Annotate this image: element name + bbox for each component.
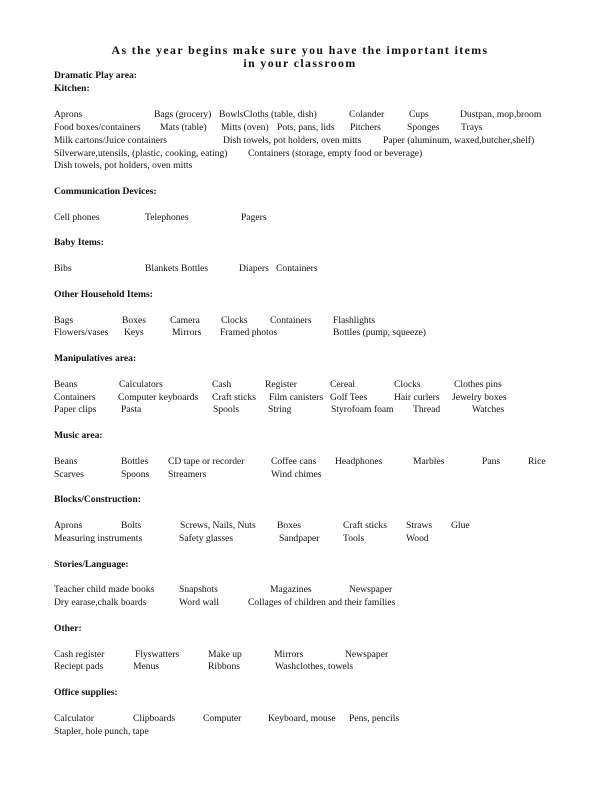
list-item: Food boxes/containers [54, 122, 141, 133]
list-row [0, 404, 600, 417]
list-item: Cell phones [54, 212, 100, 223]
list-item: Clipboards [133, 713, 176, 724]
list-item: Wood [406, 533, 429, 544]
list-item: Teacher child made books [54, 584, 155, 595]
title-line-1: As the year begins make sure you have the important items [111, 43, 489, 57]
list-row [0, 263, 600, 276]
list-item: Coffee cans [271, 456, 317, 467]
list-item: Keys [124, 327, 144, 338]
list-item: Straws [406, 520, 433, 531]
section-heading-dramatic-play: Dramatic Play area: [54, 70, 137, 81]
list-item: Clocks [221, 315, 248, 326]
list-row [0, 520, 600, 533]
list-item: Cereal [330, 379, 356, 390]
list-item: Tools [343, 533, 365, 544]
list-item: Film canisters [269, 392, 324, 403]
list-item: Beans [54, 379, 78, 390]
list-item: Safety glasses [179, 533, 234, 544]
section-heading-manipulatives: Manipulatives area: [54, 353, 137, 364]
list-item: Bags (grocery) [154, 109, 212, 120]
list-item: Newspaper [345, 649, 389, 660]
list-item: Collages of children and their families [248, 597, 396, 608]
section-heading-blocks: Blocks/Construction: [54, 494, 141, 505]
list-item: CD tape or recorder [168, 456, 245, 467]
list-item: Colander [349, 109, 385, 120]
list-item: Pitchers [350, 122, 381, 133]
list-item: Pagers [241, 212, 267, 223]
list-item: Glue [451, 520, 470, 531]
list-item: Trays [461, 122, 483, 133]
list-row [0, 160, 600, 173]
list-item: Dish towels, pot holders, oven mitts [54, 160, 193, 171]
list-row [0, 533, 600, 546]
list-item: Camera [170, 315, 200, 326]
list-item: Flowers/vases [54, 327, 109, 338]
list-item: Cash [212, 379, 232, 390]
list-item: Craft sticks [212, 392, 256, 403]
list-item: Sponges [407, 122, 440, 133]
list-item: Register [265, 379, 297, 390]
list-item: String [268, 404, 292, 415]
list-item: Boxes [277, 520, 301, 531]
list-item: Containers (storage, empty food or beverage) [248, 148, 423, 159]
section-heading-communication: Communication Devices: [54, 186, 157, 197]
list-item: Streamers [168, 469, 207, 480]
list-item: Watches [472, 404, 505, 415]
list-item: Framed photos [220, 327, 278, 338]
list-item: Mirrors [274, 649, 304, 660]
list-row [0, 597, 600, 610]
list-item: Ribbons [208, 661, 240, 672]
list-item: Jewelry boxes [452, 392, 507, 403]
list-item: Dry earase,chalk boards [54, 597, 147, 608]
list-item: Paper (aluminum, waxed,butcher,shelf) [383, 135, 535, 146]
list-item: Bottles [121, 456, 149, 467]
list-item: Bottles (pump, squeeze) [333, 327, 426, 338]
list-row [0, 726, 600, 739]
list-item: Thread [413, 404, 441, 415]
list-row [0, 661, 600, 674]
list-row [0, 135, 600, 148]
section-heading-music: Music area: [54, 430, 103, 441]
list-item: Dustpan, mop,broom [460, 109, 542, 120]
section-heading-stories: Stories/Language: [54, 559, 129, 570]
list-item: Cups [409, 109, 429, 120]
list-item: BowlsCloths (table, dish) [219, 109, 317, 120]
list-item: Telephones [145, 212, 189, 223]
list-item: Boxes [122, 315, 146, 326]
list-item: Clothes pins [454, 379, 502, 390]
list-item: Blankets Bottles [145, 263, 209, 274]
list-row [0, 379, 600, 392]
title-line-2: in your classroom [243, 55, 357, 70]
list-item: Measuring instruments [54, 533, 143, 544]
list-item: Flyswatters [135, 649, 180, 660]
list-item: Computer [203, 713, 242, 724]
list-item: Reciept pads [54, 661, 104, 672]
list-item: Spoons [121, 469, 150, 480]
list-row [0, 327, 600, 340]
list-item: Stapler, hole punch, tape [54, 726, 149, 737]
list-item: Pans [482, 456, 501, 467]
section-heading-other: Other: [54, 623, 82, 634]
list-item: Washclothes, towels [275, 661, 354, 672]
list-item: Containers [270, 315, 312, 326]
list-item: Pasta [121, 404, 142, 415]
list-item: Screws, Nails, Nuts [180, 520, 256, 531]
list-item: Containers [276, 263, 318, 274]
list-item: Flashlights [333, 315, 376, 326]
list-item: Golf Tees [330, 392, 368, 403]
list-item: Make up [208, 649, 242, 660]
list-item: Marbles [413, 456, 445, 467]
list-item: Hair curlers [394, 392, 440, 403]
list-item: Milk cartons/Juice containers [54, 135, 167, 146]
list-item: Mats (table) [160, 122, 207, 133]
list-item: Dish towels, pot holders, oven mitts [223, 135, 362, 146]
list-row [0, 122, 600, 135]
list-item: Calculator [54, 713, 94, 724]
list-item: Mitts (oven) [221, 122, 269, 133]
list-item: Magazines [270, 584, 312, 595]
list-item: Styrofoam foam [331, 404, 394, 415]
list-item: Containers [54, 392, 96, 403]
list-item: Craft sticks [343, 520, 387, 531]
list-item: Paper clips [54, 404, 97, 415]
list-item: Silverware,utensils, (plastic, cooking, eating) [54, 148, 228, 159]
list-item: Computer keyboards [118, 392, 199, 403]
list-row [0, 584, 600, 597]
list-item: Pots, pans, lids [277, 122, 335, 133]
list-item: Pens, pencils [349, 713, 400, 724]
list-item: Sandpaper [279, 533, 320, 544]
list-item: Newspaper [349, 584, 393, 595]
page-title [0, 44, 600, 69]
section-heading-household: Other Household Items: [54, 289, 153, 300]
subheading-kitchen: Kitchen: [54, 83, 90, 94]
list-item: Word wall [179, 597, 219, 608]
list-item: Keyboard, mouse [268, 713, 336, 724]
list-item: Clocks [394, 379, 421, 390]
list-item: Snapshots [179, 584, 218, 595]
section-heading-office: Office supplies: [54, 687, 118, 698]
list-row [0, 109, 600, 122]
list-row [0, 456, 600, 469]
list-row [0, 713, 600, 726]
section-heading-baby: Baby Items: [54, 237, 104, 248]
list-item: Bolts [121, 520, 142, 531]
list-item: Diapers [239, 263, 269, 274]
list-item: Beans [54, 456, 78, 467]
list-item: Mirrors [172, 327, 202, 338]
list-item: Bags [54, 315, 74, 326]
list-item: Bibs [54, 263, 72, 274]
list-item: Cash register [54, 649, 105, 660]
list-item: Menus [133, 661, 160, 672]
list-item: Aprons [54, 520, 83, 531]
list-item: Scarves [54, 469, 84, 480]
list-row [0, 212, 600, 225]
list-row [0, 469, 600, 482]
list-item: Spools [213, 404, 240, 415]
list-item: Calculators [119, 379, 163, 390]
list-item: Aprons [54, 109, 83, 120]
list-item: Headphones [335, 456, 383, 467]
list-item: Rice [528, 456, 546, 467]
list-item: Wind chimes [271, 469, 322, 480]
